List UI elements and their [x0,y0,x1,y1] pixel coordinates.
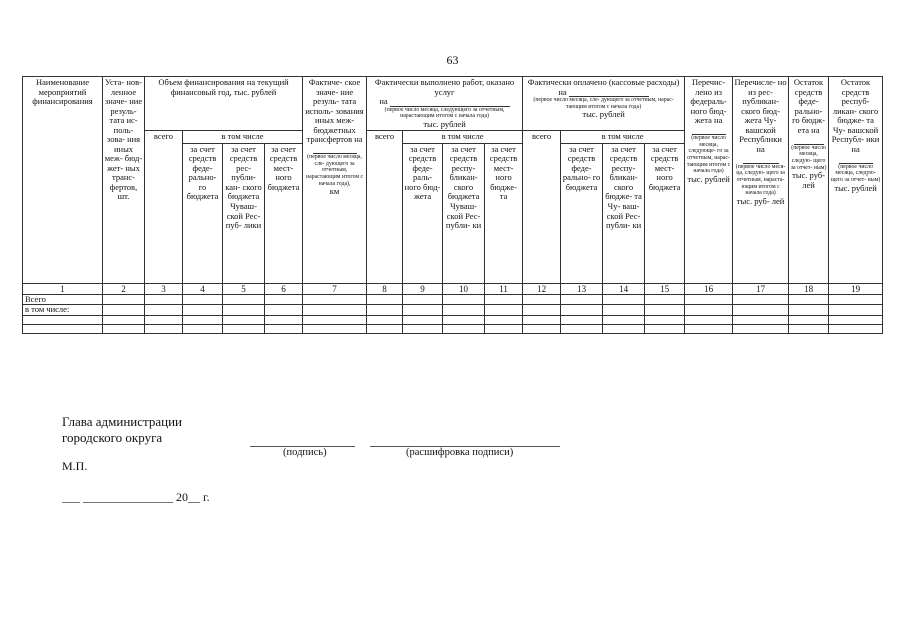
col-num: 2 [103,283,145,294]
done-fed-header: за счет средств феде- раль- ного бюд- жета [403,143,443,283]
table-row [23,325,883,334]
done-total-header: всего [367,131,403,284]
done-incl-header: в том числе [403,131,523,144]
col-num: 7 [303,283,367,294]
stamp-place: М.П. [62,459,88,473]
col-num: 14 [603,283,645,294]
funding-total-header: всего [145,131,183,284]
row-label [23,325,103,334]
col-resp-balance-header: Остаток средств респуб- ликан- ского бюдже- та Чу- вашской Республ- ики на (первое число месяца, следую- щего за отчет- ным) тыс. рублей [829,77,883,284]
col-num: 1 [23,283,103,294]
row-label [23,316,103,325]
col-num: 8 [367,283,403,294]
col-actual-result-header: Фактиче- ское значе- ние резуль- тата исполь- зования иных меж- бюджетных трансфертов на (первое число месяца, сле- дующего за отчетным, нарастающим итогом с начала года), км [303,77,367,284]
signatory-title [62,414,182,446]
signatory-position-2: городского округа [62,430,163,445]
funding-local-header: за счет средств мест- ного бюджета [265,143,303,283]
col-num: 18 [789,283,829,294]
date-line: ___ _______________ 20__ г. [62,490,210,504]
col-target-header: Уста- нов- ленное значе- ние резуль- тата ис- поль- зова- ния иных меж- бюд- жет- ных транс- фертов, шт. [103,77,145,284]
header-row-1 [23,77,883,131]
col-fed-balance-header: Остаток средств феде- рально- го бюдж- ета на (первое число месяца, следую- щего за отчет- ным) тыс. руб- лей [789,77,829,284]
col-resp-transferred-header: Перечисле- но из рес- публикан- ского бюд- жета Чу- вашской Республики на (первое число меся- ца, следую- щего за отчетным, нараста- ющим итогом с начала года) тыс. руб- лей [733,77,789,284]
funding-resp-header: за счет средств рес- публи- кан- ского бюджета Чуваш- ской Рес- пуб- лики [223,143,265,283]
col-num: 17 [733,283,789,294]
col-num: 9 [403,283,443,294]
column-number-row [23,283,883,294]
table-row [23,316,883,325]
funding-fed-header: за счет средств феде- рально- го бюджета [183,143,223,283]
paid-total-header: всего [523,131,561,284]
col-name-header: Наименование мероприятий финансирования [23,77,103,284]
signature-caption: (подпись) [283,447,327,458]
funding-header: Объем финансирования на текущий финансовый год, тыс. рублей [145,77,303,131]
col-num: 10 [443,283,485,294]
table-row-including [23,305,883,316]
paid-local-header: за счет средств мест- ного бюджета [645,143,685,283]
table-row-total [23,294,883,305]
signatory-position: Глава администрации [62,414,183,429]
row-label: Всего [23,294,103,305]
funding-incl-header: в том числе [183,131,303,144]
done-local-header: за счет средств мест- ного бюдже- та [485,143,523,283]
paid-fed-header: за счет средств феде- рально- го бюджета [561,143,603,283]
col-num: 12 [523,283,561,294]
done-resp-header: за счет средств респу- бликан- ского бюджета Чуваш- ской Рес- публи- ки [443,143,485,283]
col-num: 5 [223,283,265,294]
row-label: в том числе: [23,305,103,316]
col-num: 11 [485,283,523,294]
done-work-header: Фактически выполнено работ, оказано услуг на (первое число месяца, следующего за отчетным, нарастающим итогом с начала года) тыс. рублей [367,77,523,131]
col-num: 19 [829,283,883,294]
page-number: 63 [446,53,459,67]
col-num: 13 [561,283,603,294]
col-num: 16 [685,283,733,294]
paid-header: Фактически оплачено (кассовые расходы) на (первое число месяца, сле- дующего за отчетным, нарас- тающим итогом с начала года) тыс. рублей [523,77,685,131]
col-num: 3 [145,283,183,294]
col-num: 15 [645,283,685,294]
col-num: 4 [183,283,223,294]
paid-incl-header: в том числе [561,131,685,144]
col-num: 6 [265,283,303,294]
signature-decode-caption: (расшифровка подписи) [406,447,514,458]
report-table [22,76,883,334]
paid-resp-header: за счет средств респу- бликан- ского бюдже- та Чу- ваш- ской Рес- публи- ки [603,143,645,283]
col-fed-transferred-header: Перечис- лено из федераль- ного бюд- жета на (первое число месяца, следующе- го за отчетным, нарас- тающим итогом с начала года) тыс. рублей [685,77,733,284]
